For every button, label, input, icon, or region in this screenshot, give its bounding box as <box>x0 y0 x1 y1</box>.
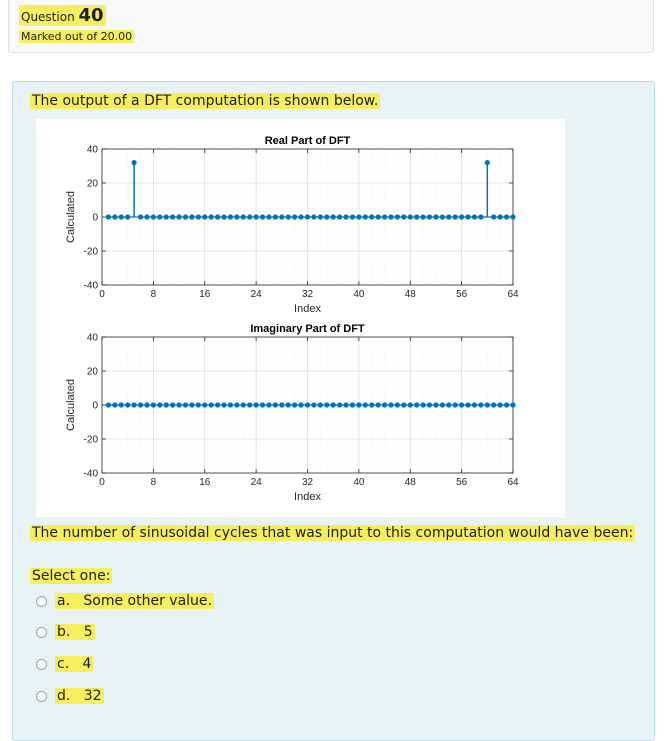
option-b-letter: b. <box>57 624 71 640</box>
option-d-radio[interactable] <box>36 691 47 702</box>
plot1-ytick-label: 20 <box>86 178 98 190</box>
option-c-radio[interactable] <box>36 659 47 670</box>
question-prompt: The number of sinusoidal cycles that was input to this computation would have been: <box>32 525 634 541</box>
plot2-ytick-label: 20 <box>86 366 98 378</box>
plot2-xtick-label: 40 <box>353 477 365 488</box>
plot2-ytick-label: -40 <box>83 468 98 480</box>
dft-figure <box>36 119 565 517</box>
option-c-letter: c. <box>57 656 70 672</box>
option-b[interactable] <box>36 622 95 642</box>
plot1-ylabel: Calculated <box>65 191 77 243</box>
plot1-ytick-label: 0 <box>92 212 98 224</box>
plot2-xtick-label: 56 <box>456 477 468 488</box>
question-info-panel <box>8 0 654 53</box>
plot2-xtick-label: 16 <box>199 477 211 488</box>
option-d-letter: d. <box>57 688 71 704</box>
plot2-xtick-label: 32 <box>301 477 314 488</box>
plot1-xtick-label: 0 <box>99 289 105 300</box>
select-one-label: Select one: <box>32 568 111 584</box>
plot1-xtick-label: 32 <box>301 289 314 300</box>
option-a-letter: a. <box>57 593 71 609</box>
question-text: The output of a DFT computation is shown below. <box>32 93 379 109</box>
plot1-ytick-label: -20 <box>83 246 98 258</box>
plot2-ytick-label: -20 <box>83 434 98 446</box>
plot1-xtick-label: 40 <box>353 289 365 300</box>
option-d-text: 32 <box>83 688 102 704</box>
option-c-label[interactable] <box>55 656 93 672</box>
plot2-xlabel: Index <box>294 491 321 503</box>
plot2-xtick-label: 48 <box>404 477 416 488</box>
option-a[interactable] <box>36 591 214 611</box>
question-prefix: Question <box>21 10 75 24</box>
option-c[interactable] <box>36 654 93 674</box>
option-a-label[interactable] <box>55 593 214 609</box>
plot1-xtick-label: 8 <box>150 289 157 300</box>
plot2-xtick-label: 24 <box>250 477 262 488</box>
plot1-xtick-label: 16 <box>199 289 211 300</box>
plot1-ytick-label: 40 <box>86 144 98 156</box>
question-number <box>19 5 106 26</box>
option-b-label[interactable] <box>55 624 95 640</box>
plot2-xtick-label: 8 <box>150 477 157 488</box>
option-a-text: Some other value. <box>83 593 212 609</box>
plot1-xlabel: Index <box>294 303 321 315</box>
plot2-title: Imaginary Part of DFT <box>250 323 365 335</box>
plot1-stem-marker <box>132 160 137 165</box>
dft-plots <box>36 119 565 517</box>
option-a-radio[interactable] <box>36 596 47 607</box>
question-number-value: 40 <box>78 5 104 26</box>
plot2-xtick-label: 0 <box>99 477 105 488</box>
plot2-ytick-label: 40 <box>86 332 98 344</box>
option-d-label[interactable] <box>55 688 104 704</box>
plot2-xtick-label: 64 <box>507 477 519 488</box>
option-d[interactable] <box>36 686 104 706</box>
plot1-xtick-label: 24 <box>250 289 262 300</box>
plot1-xtick-label: 48 <box>404 289 416 300</box>
plot1-stem-marker <box>485 160 490 165</box>
question-grade: Marked out of 20.00 <box>21 30 133 43</box>
plot1-title: Real Part of DFT <box>264 135 351 147</box>
plot2-ylabel: Calculated <box>65 379 77 431</box>
plot1-xtick-label: 56 <box>456 289 468 300</box>
plot2-ytick-label: 0 <box>92 400 98 412</box>
plot1-ytick-label: -40 <box>83 280 98 292</box>
option-c-text: 4 <box>82 656 92 672</box>
plot1-xtick-label: 64 <box>507 289 519 300</box>
option-b-text: 5 <box>83 624 93 640</box>
option-b-radio[interactable] <box>36 627 47 638</box>
